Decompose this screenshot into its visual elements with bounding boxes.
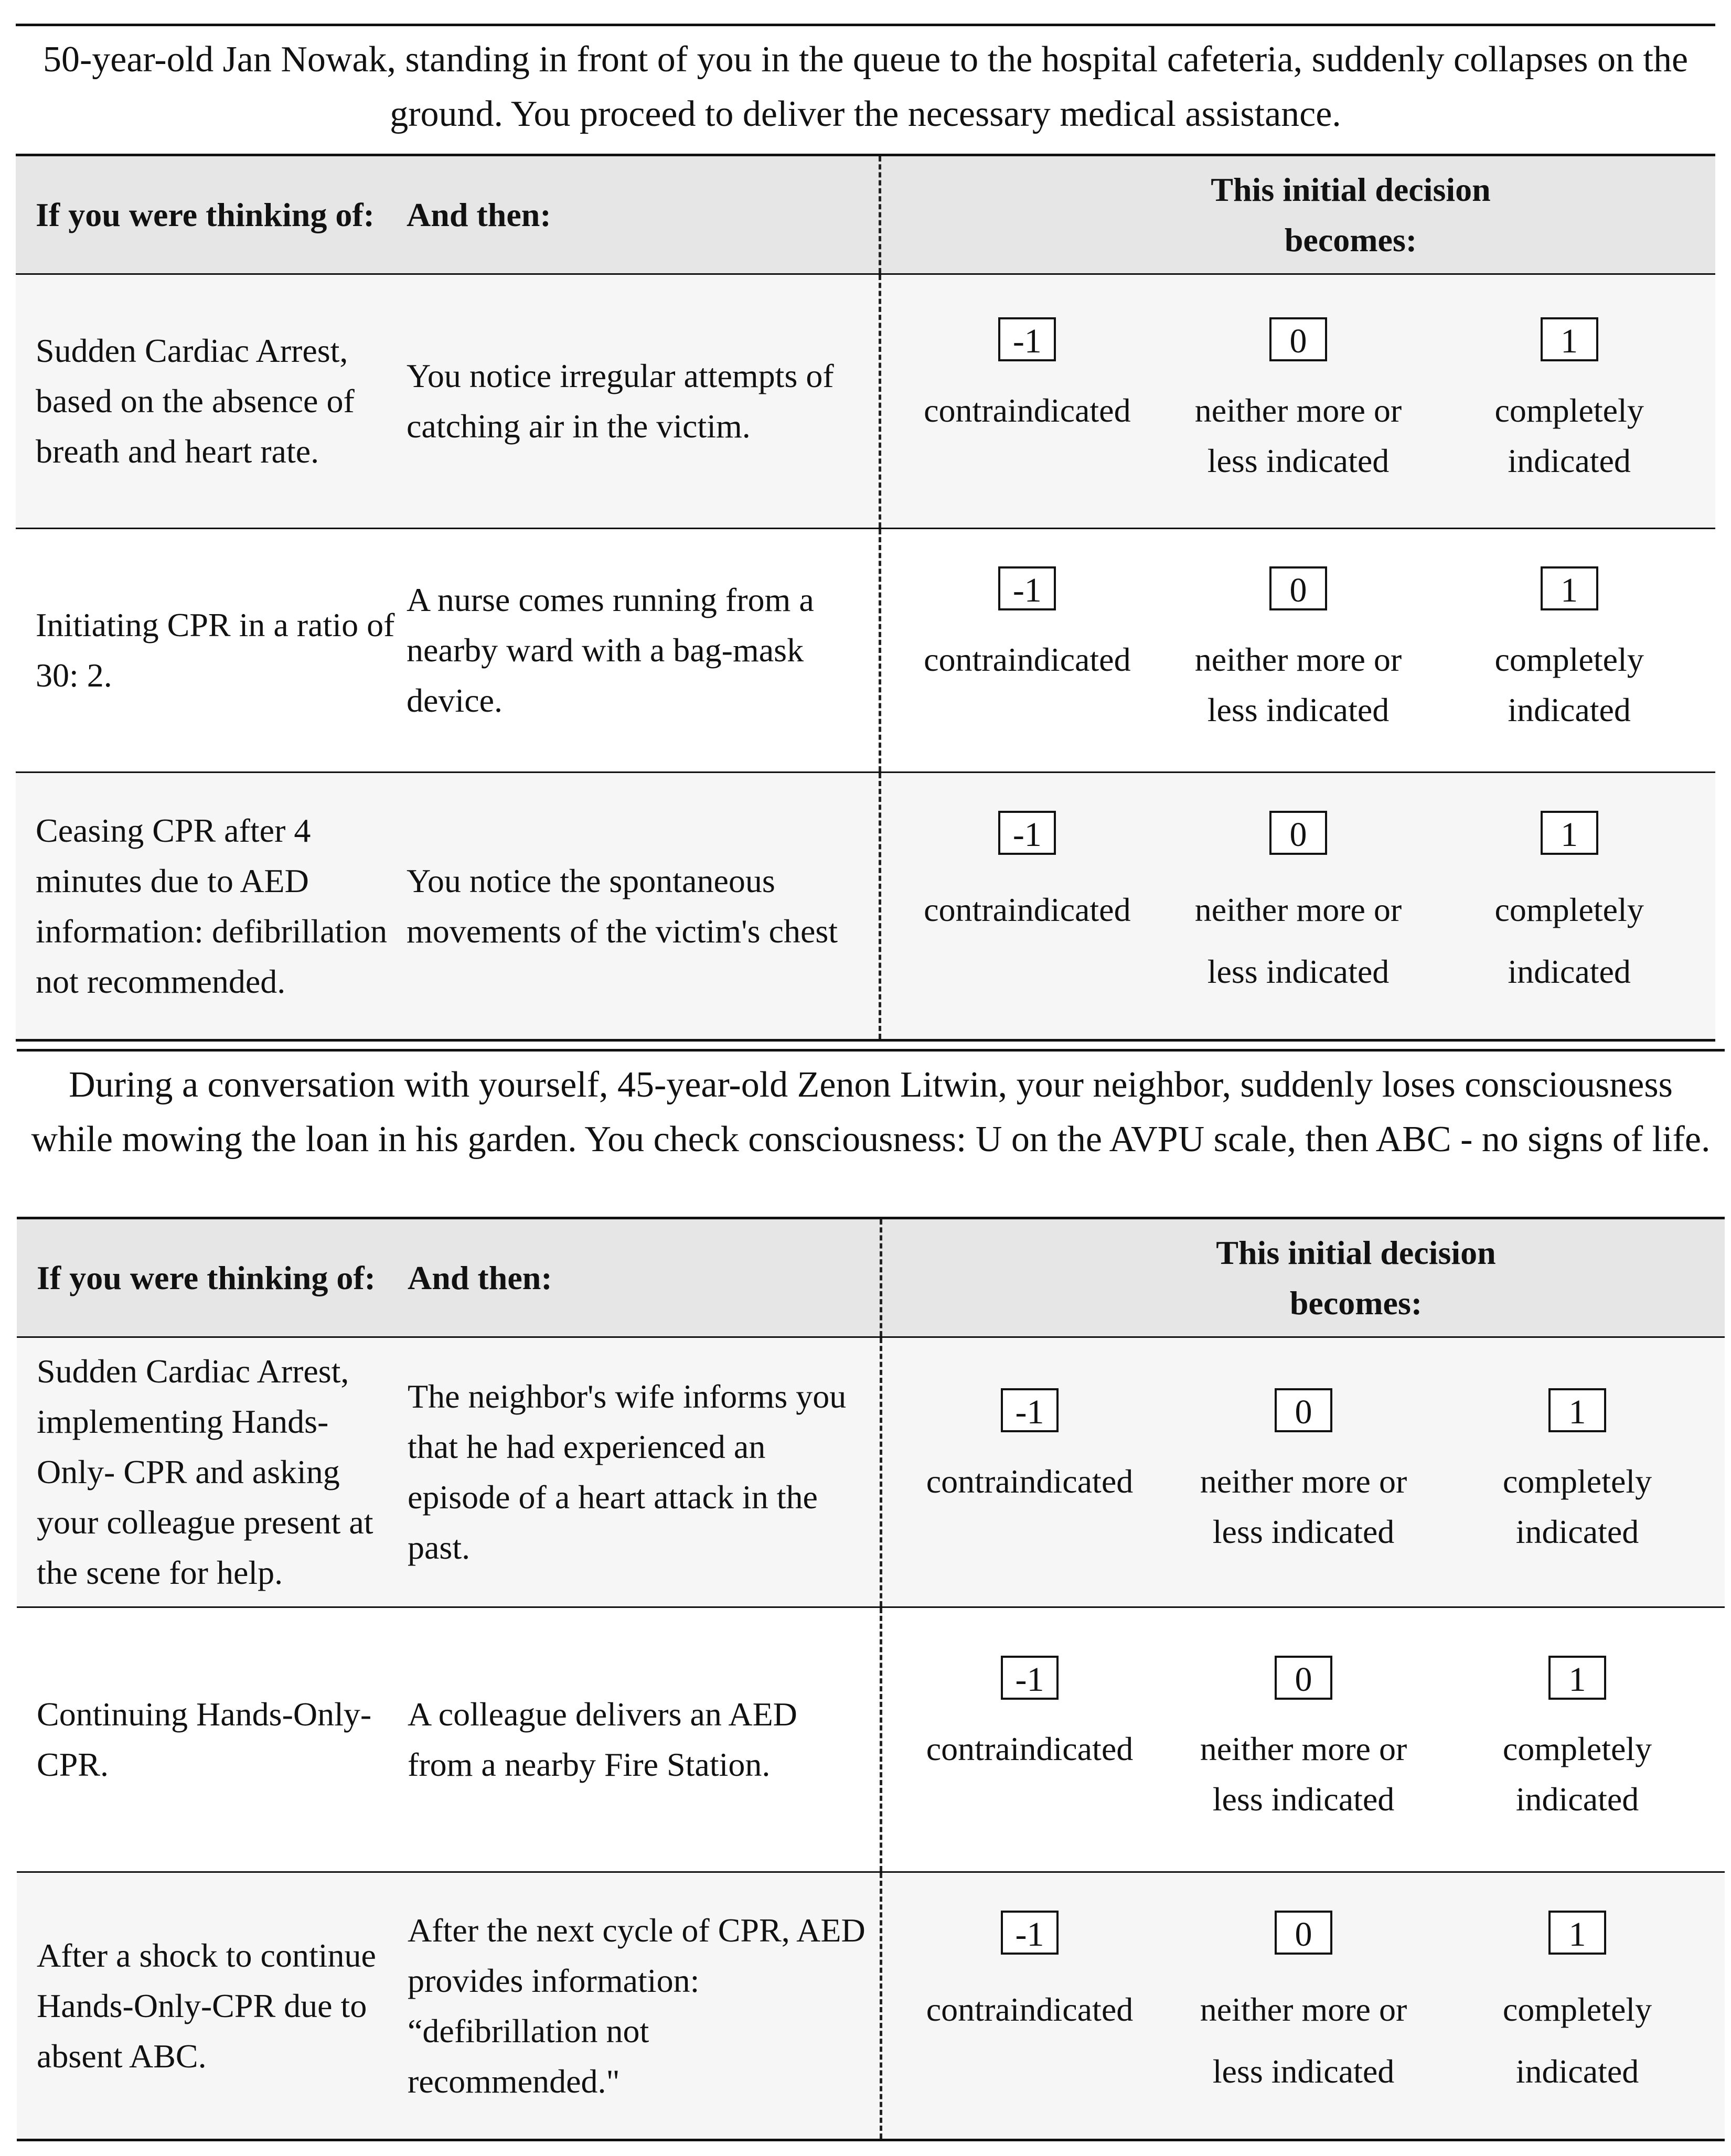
header-thinking: If you were thinking of: [36,196,375,233]
option-contraindicated[interactable] [901,810,1153,1003]
option-value-box[interactable]: -1 [1001,1388,1059,1432]
option-group [882,1387,1725,1557]
option-neither[interactable] [1172,316,1424,486]
decision-cell [880,1338,1725,1606]
option-label: contraindicated [926,1990,1134,2028]
option-value-box[interactable]: 1 [1548,1656,1606,1700]
option-label: completely indicated [1502,1990,1652,2090]
option-value-box[interactable]: 0 [1269,317,1327,361]
option-value-box[interactable]: 0 [1275,1656,1332,1700]
decision-cell [879,773,1715,1039]
then-cell: A nurse comes running from a nearby ward with a bag-mask device. [407,581,814,719]
option-group [881,810,1715,1003]
header-then: And then: [408,1259,552,1296]
header-decision-label: This initial decision becomes: [1216,1233,1496,1322]
option-value-box[interactable]: -1 [998,811,1056,855]
option-value-box[interactable]: 0 [1275,1388,1332,1432]
table-row [16,273,1715,528]
option-neither[interactable] [1172,810,1424,1003]
option-contraindicated[interactable] [904,1387,1156,1557]
then-cell: You notice irregular attempts of catching air in the victim. [407,357,834,445]
option-value-box[interactable]: -1 [998,566,1056,610]
option-label: contraindicated [924,392,1131,429]
then-cell: The neighbor's wife informs you that he had experienced an episode of a heart attack in the past. [408,1378,847,1566]
option-completely[interactable] [1451,1387,1703,1557]
scenario-block-1 [16,24,1715,1042]
option-value-box[interactable]: 1 [1541,566,1598,610]
thinking-cell: Initiating CPR in a ratio of 30: 2. [36,606,395,694]
table-header [16,154,1715,273]
option-label: completely indicated [1494,392,1644,479]
option-label: neither more or less indicated [1194,392,1402,479]
option-completely[interactable] [1444,565,1695,735]
table-row [17,1871,1725,2139]
option-label: contraindicated [926,1730,1134,1767]
option-value-box[interactable]: -1 [998,317,1056,361]
option-label: neither more or less indicated [1194,891,1402,990]
option-neither[interactable] [1178,1910,1429,2103]
option-value-box[interactable]: -1 [1001,1911,1059,1955]
then-cell: You notice the spontaneous movements of the victim's chest [407,862,838,950]
option-value-box[interactable]: 0 [1269,811,1327,855]
scenario-block-2 [17,1049,1725,2141]
thinking-cell: Sudden Cardiac Arrest, based on the absence of breath and heart rate. [36,332,355,470]
option-value-box[interactable]: 0 [1275,1911,1332,1955]
option-completely[interactable] [1451,1655,1703,1825]
option-contraindicated[interactable] [904,1655,1156,1825]
option-value-box[interactable]: 0 [1269,566,1327,610]
thinking-cell: Continuing Hands-Only- CPR. [37,1696,372,1783]
header-thinking: If you were thinking of: [37,1259,376,1296]
option-label: contraindicated [924,641,1131,678]
option-value-box[interactable]: 1 [1541,811,1598,855]
table-row [17,1606,1725,1871]
option-label: contraindicated [924,891,1131,928]
then-cell: After the next cycle of CPR, AED provides information: “defibrillation not recommended." [408,1911,866,2100]
table-row [17,1336,1725,1606]
decision-cell [880,1608,1725,1871]
option-contraindicated[interactable] [901,565,1153,735]
option-group [881,565,1715,735]
decision-cell [879,529,1715,771]
option-value-box[interactable]: 1 [1548,1911,1606,1955]
option-group [881,316,1715,486]
table-bottom-rule [16,1039,1715,1042]
option-neither[interactable] [1178,1655,1429,1825]
scenario-intro: During a conversation with yourself, 45-year-old Zenon Litwin, your neighbor, suddenly loses consciousness while mowing the loan in his garden. You check consciousness: U on the AVPU scale, then ABC - no signs of life. [17,1049,1725,1217]
then-cell: A colleague delivers an AED from a nearby Fire Station. [408,1696,797,1783]
option-label: completely indicated [1502,1463,1652,1550]
option-label: neither more or less indicated [1194,641,1402,728]
table-row [16,528,1715,771]
option-contraindicated[interactable] [901,316,1153,486]
option-label: completely indicated [1494,641,1644,728]
option-label: neither more or less indicated [1200,1463,1407,1550]
thinking-cell: Ceasing CPR after 4 minutes due to AED information: defibrillation not recommended. [36,811,388,1000]
option-neither[interactable] [1172,565,1424,735]
header-decision [880,1219,1725,1336]
option-neither[interactable] [1178,1387,1429,1557]
table-bottom-rule [17,2139,1725,2141]
header-decision [879,156,1715,273]
option-value-box[interactable]: -1 [1001,1656,1059,1700]
option-label: neither more or less indicated [1200,1990,1407,2090]
decision-cell [880,1873,1725,2139]
table-header [17,1217,1725,1336]
scenario-intro: 50-year-old Jan Nowak, standing in front of you in the queue to the hospital cafeteria, suddenly collapses on the ground. You proceed to deliver the necessary medical assistance. [16,24,1715,154]
option-label: completely indicated [1494,891,1644,990]
option-value-box[interactable]: 1 [1548,1388,1606,1432]
option-label: neither more or less indicated [1200,1730,1407,1818]
option-completely[interactable] [1444,316,1695,486]
option-value-box[interactable]: 1 [1541,317,1598,361]
option-label: completely indicated [1502,1730,1652,1818]
option-group [882,1910,1725,2103]
option-completely[interactable] [1444,810,1695,1003]
option-completely[interactable] [1451,1910,1703,2103]
header-then: And then: [407,196,551,233]
option-contraindicated[interactable] [904,1910,1156,2103]
option-label: contraindicated [926,1463,1134,1500]
option-group [882,1655,1725,1825]
decision-cell [879,275,1715,528]
table-row [16,771,1715,1039]
thinking-cell: Sudden Cardiac Arrest, implementing Hands-Only- CPR and asking your colleague present at the scene for help. [37,1353,373,1591]
thinking-cell: After a shock to continue Hands-Only-CPR due to absent ABC. [37,1936,376,2075]
header-decision-label: This initial decision becomes: [1211,170,1491,259]
